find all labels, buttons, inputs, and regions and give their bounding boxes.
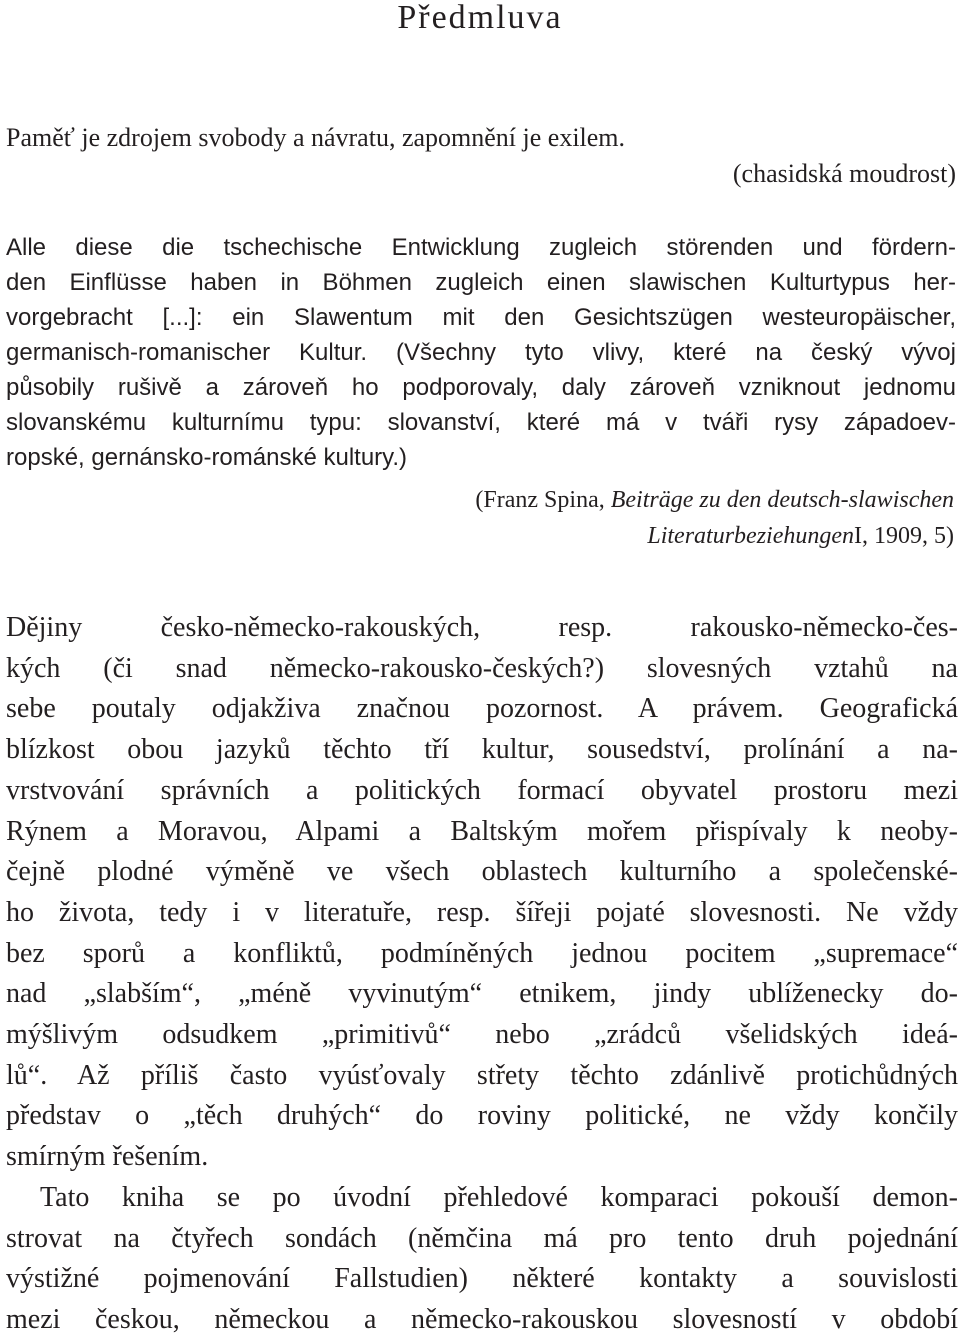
body-line: představ o „těch druhých“ do roviny politické, ne vždy končily (6, 1100, 958, 1132)
body-text (6, 608, 958, 1341)
quote-citation (475, 482, 954, 554)
quote-line: vorgebracht [...]: ein Slawentum mit den Gesichtszügen westeuropäischer, (6, 304, 956, 331)
motto-text: Paměť je zdrojem svobody a návratu, zapomnění je exilem. (6, 123, 626, 152)
body-line: kých (či snad německo-rakousko-českých?) slovesných vztahů na (6, 652, 958, 684)
body-line: vrstvování správních a politických formací obyvatel prostoru mezi (6, 774, 958, 806)
citation-work-title-2: Literaturbeziehungen (647, 523, 855, 549)
body-line: sebe poutaly odjakživa značnou pozornost. A právem. Geografická (6, 693, 958, 725)
body-line: Dějiny česko-německo-rakouských, resp. rakousko-německo-čes- (6, 612, 958, 643)
body-line: mýšlivým odsudkem „primitivů“ nebo „zrádců všelidských ideá- (6, 1019, 958, 1051)
quote-line: ropské, gernánsko-románské kultury.) (6, 444, 408, 471)
page-title: Předmluva (397, 0, 563, 36)
body-line: nad „slabším“, „méně vyvinutým“ etnikem, jindy ublíženecky do- (6, 978, 958, 1010)
body-line: blízkost obou jazyků těchto tří kultur, sousedství, prolínání a na- (6, 734, 958, 766)
quote-block (6, 230, 956, 475)
body-line: strovat na čtyřech sondách (němčina má pro tento druh pojednání (6, 1222, 958, 1254)
body-line: Tato kniha se po úvodní přehledové komparaci pokouší demon- (40, 1181, 958, 1213)
body-line: Rýnem a Moravou, Alpami a Baltským mořem přispívaly k neoby- (6, 815, 958, 847)
body-line: bez sporů a konfliktů, podmíněných jednou pocitem „supremace“ (6, 937, 958, 969)
body-line: mezi českou, německou a německo-rakouskou slovesností v období (6, 1303, 958, 1335)
quote-line: germanisch-romanischer Kultur. (Všechny tyto vlivy, které na český vývoj (6, 339, 956, 366)
quote-line: Alle diese die tschechische Entwicklung zugleich störenden und fördern- (6, 234, 956, 261)
citation-line-2 (475, 518, 954, 554)
quote-line: slovanskému kulturnímu typu: slovanství, které má v tváři rysy západoev- (6, 409, 956, 436)
body-line: lů“. Až příliš často vyúsťovaly střety těchto zdánlivě protichůdných (6, 1059, 958, 1091)
quote-line: působily rušivě a zároveň ho podporovaly, daly zároveň vzniknout jednomu (6, 374, 956, 401)
motto (6, 120, 956, 192)
body-line: ho života, tedy i v literatuře, resp. šířeji pojaté slovesnosti. Ne vždy (6, 896, 958, 928)
motto-source: (chasidská moudrost) (732, 159, 956, 188)
quote-line: den Einflüsse haben in Böhmen zugleich einen slawischen Kulturtypus her- (6, 269, 956, 296)
citation-work-title-1: Beiträge zu den deutsch-slawischen (610, 487, 954, 513)
citation-suffix: I, 1909, 5) (854, 523, 954, 549)
citation-line-1 (475, 482, 954, 518)
body-line: smírným řešením. (6, 1141, 209, 1173)
body-line: čejně plodné výměně ve všech oblastech kulturního a společenské- (6, 856, 958, 888)
citation-prefix: (Franz Spina, (475, 487, 611, 513)
body-line: výstižné pojmenování Fallstudien) některé kontakty a souvislosti (6, 1263, 958, 1295)
